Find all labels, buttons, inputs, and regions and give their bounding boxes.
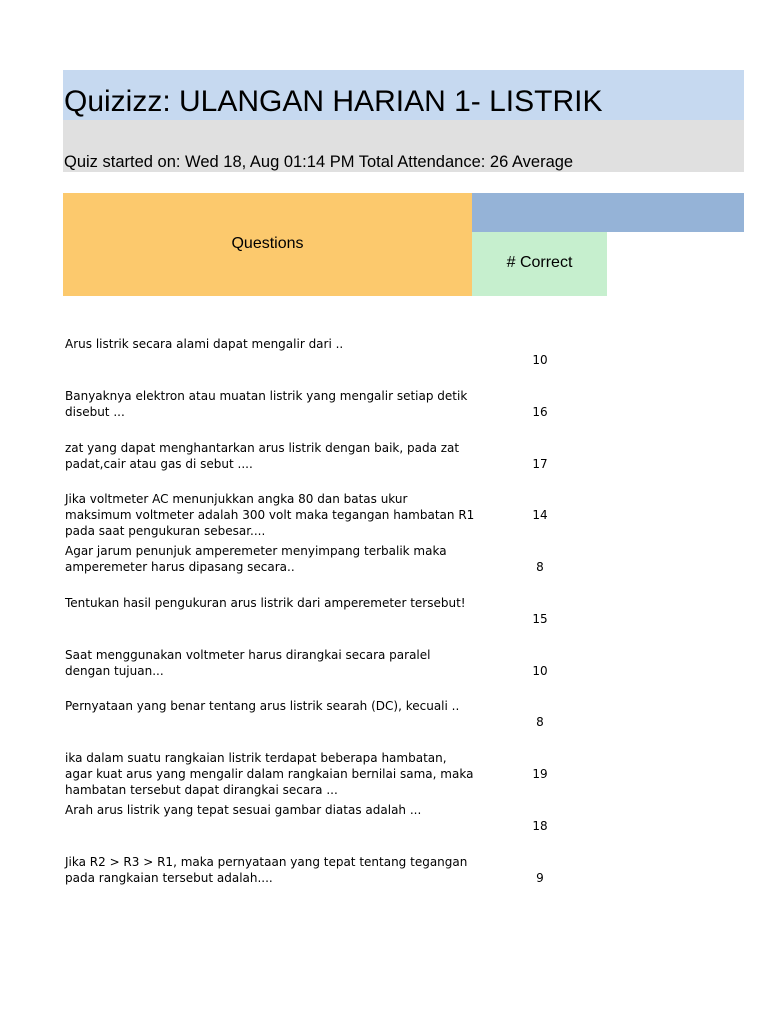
table-row [65, 440, 605, 492]
correct-count: 18 [532, 819, 548, 833]
question-text: ika dalam suatu rangkaian listrik terdapat beberapa hambatan, agar kuat arus yang mengalir dalam rangkaian bernilai sama, maka hambatan tersebut dapat dirangkai secara ... [65, 751, 474, 797]
table-row [65, 802, 605, 854]
table-row [65, 595, 605, 647]
question-text: Saat menggunakan voltmeter harus dirangkai secara paralel dengan tujuan... [65, 648, 431, 678]
correct-count: 17 [532, 457, 548, 471]
table-row [65, 647, 605, 699]
table-row [65, 491, 605, 543]
question-text: zat yang dapat menghantarkan arus listrik dengan baik, pada zat padat,cair atau gas di sebut .... [65, 441, 460, 471]
table-row [65, 750, 605, 802]
question-text: Tentukan hasil pengukuran arus listrik dari amperemeter tersebut! [65, 596, 466, 610]
table-row [65, 388, 605, 440]
questions-column-header [63, 193, 472, 296]
table-row [65, 336, 605, 388]
table-row [65, 543, 605, 595]
correct-count: 9 [536, 871, 544, 885]
table-row [65, 698, 605, 750]
correct-count: 14 [532, 508, 548, 522]
correct-count: 19 [532, 767, 548, 781]
question-text: Pernyataan yang benar tentang arus listrik searah (DC), kecuali .. [65, 699, 460, 713]
correct-count: 16 [532, 405, 548, 419]
quiz-summary: Quiz started on: Wed 18, Aug 01:14 PM Total Attendance: 26 Average [64, 153, 574, 171]
correct-count: 15 [532, 612, 548, 626]
question-text: Jika voltmeter AC menunjukkan angka 80 dan batas ukur maksimum voltmeter adalah 300 volt maka tegangan hambatan R1 pada saat pengukuran sebesar.... [65, 492, 475, 538]
question-text: Arah arus listrik yang tepat sesuai gambar diatas adalah ... [65, 803, 422, 817]
correct-count: 8 [536, 715, 544, 729]
table-row [65, 854, 605, 906]
correct-count: 8 [536, 560, 544, 574]
header-band [472, 193, 744, 232]
question-text: Agar jarum penunjuk amperemeter menyimpang terbalik maka amperemeter harus dipasang secara.. [65, 544, 447, 574]
questions-header-label: Questions [231, 235, 304, 252]
question-text: Arus listrik secara alami dapat mengalir dari .. [65, 337, 344, 351]
question-text: Jika R2 > R3 > R1, maka pernyataan yang tepat tentang tegangan pada rangkaian tersebut adalah.... [65, 855, 468, 885]
correct-count: 10 [532, 664, 548, 678]
correct-count: 10 [532, 353, 548, 367]
correct-column-header [472, 232, 607, 296]
correct-header-label: # Correct [506, 254, 573, 271]
question-text: Banyaknya elektron atau muatan listrik yang mengalir setiap detik disebut ... [65, 389, 468, 419]
quiz-title: Quizizz: ULANGAN HARIAN 1- LISTRIK [64, 85, 603, 118]
